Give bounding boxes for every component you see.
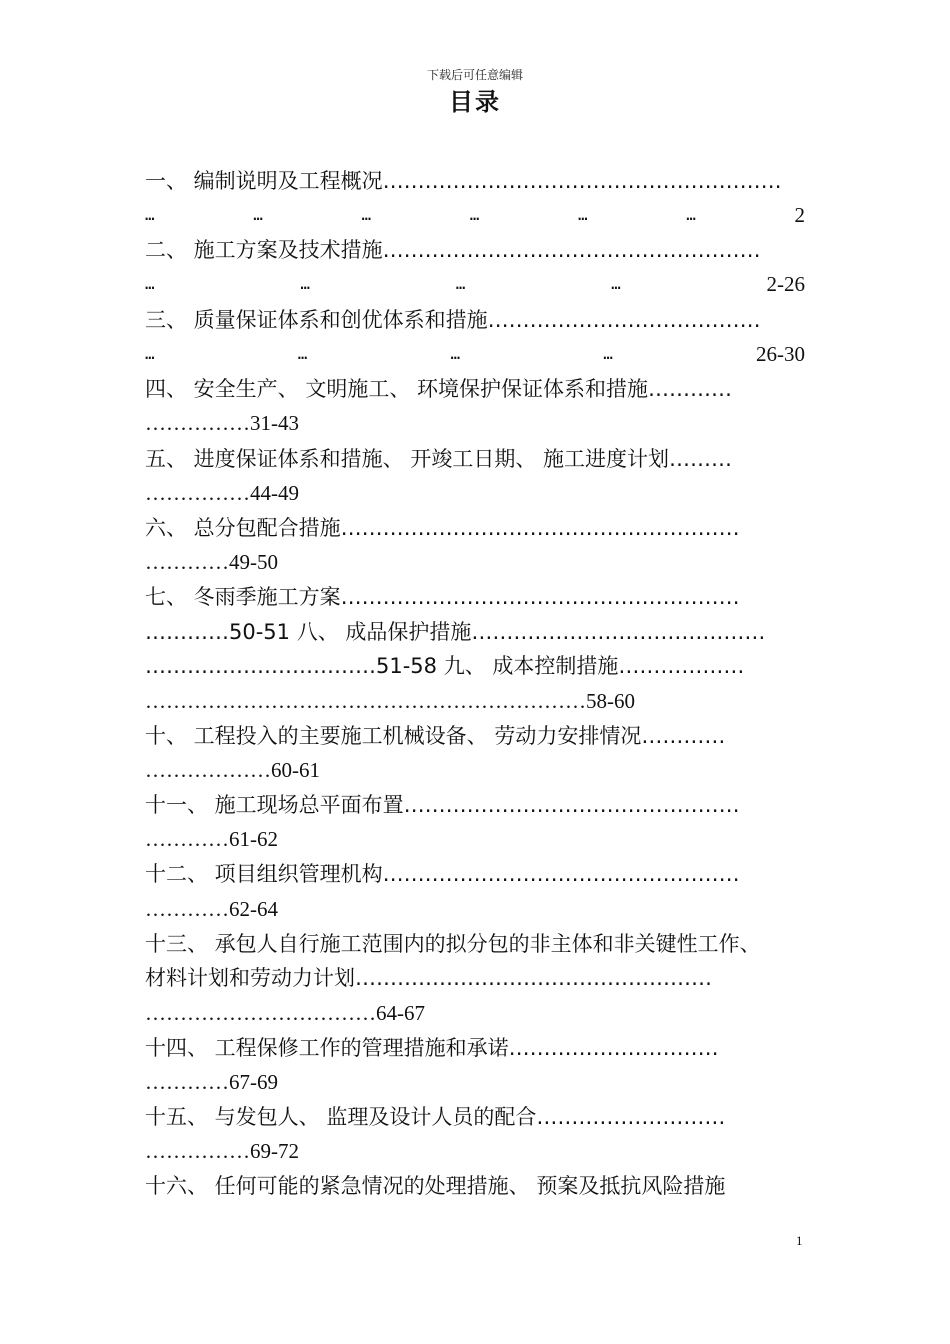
- toc-entry-8[interactable]: …………50-51 八、 成品保护措施……………………………………: [145, 620, 766, 644]
- toc-entry-13-cont2: ……………………………64-67: [145, 1001, 425, 1025]
- toc-entry-1-cont: [145, 200, 805, 230]
- toc-entry-3-cont: [145, 339, 805, 369]
- page-ref: 2-26: [766, 272, 805, 296]
- toc-entry-15[interactable]: 十五、 与发包人、 监理及设计人员的配合………………………: [145, 1105, 726, 1129]
- toc-entry-16[interactable]: 十六、 任何可能的紧急情况的处理措施、 预案及抵抗风险措施: [145, 1174, 726, 1198]
- dot-leader: …: [450, 344, 461, 363]
- toc-entry-1[interactable]: 一、 编制说明及工程概况…………………………………………………: [145, 169, 782, 193]
- dot-leader: …: [145, 205, 155, 224]
- toc-entry-12-cont: …………62-64: [145, 897, 278, 921]
- dot-leader: …: [578, 205, 588, 224]
- toc-entry-10-cont: ………………60-61: [145, 758, 320, 782]
- toc-entry-15-cont: ……………69-72: [145, 1139, 299, 1163]
- toc-entry-9-cont: ………………………………………………………58-60: [145, 689, 635, 713]
- toc-entry-2-cont: [145, 269, 805, 299]
- toc-entry-6[interactable]: 六、 总分包配合措施…………………………………………………: [145, 516, 740, 540]
- toc-entry-6-cont: …………49-50: [145, 550, 278, 574]
- toc-entry-14-cont: …………67-69: [145, 1070, 278, 1094]
- toc-entry-13[interactable]: 十三、 承包人自行施工范围内的拟分包的非主体和非关键性工作、: [145, 932, 761, 956]
- toc-entry-7[interactable]: 七、 冬雨季施工方案…………………………………………………: [145, 585, 740, 609]
- dot-leader: …: [145, 344, 155, 363]
- dot-leader: …: [469, 205, 480, 224]
- dot-leader: …: [300, 274, 311, 293]
- page-number: 1: [796, 1233, 803, 1248]
- dot-leader: …: [297, 344, 308, 363]
- toc-entry-9[interactable]: ……………………………51-58 九、 成本控制措施………………: [145, 654, 745, 678]
- dot-leader: …: [361, 205, 372, 224]
- dot-leader: …: [145, 274, 155, 293]
- toc-entry-11-cont: …………61-62: [145, 827, 278, 851]
- dot-leader: …: [603, 344, 613, 363]
- dot-leader: …: [686, 205, 696, 224]
- page-ref: 2: [794, 203, 805, 227]
- page-title: 目录: [449, 88, 501, 116]
- page-ref: 26-30: [756, 342, 805, 366]
- dot-leader: …: [455, 274, 466, 293]
- toc-entry-13-cont: 材料计划和劳动力计划……………………………………………: [145, 966, 712, 990]
- toc-entry-3[interactable]: 三、 质量保证体系和创优体系和措施…………………………………: [145, 308, 761, 332]
- toc-entry-5-cont: ……………44-49: [145, 481, 299, 505]
- toc-entry-14[interactable]: 十四、 工程保修工作的管理措施和承诺…………………………: [145, 1036, 719, 1060]
- toc-entry-4[interactable]: 四、 安全生产、 文明施工、 环境保护保证体系和措施…………: [145, 377, 733, 401]
- toc-entry-4-cont: ……………31-43: [145, 411, 299, 435]
- dot-leader: …: [611, 274, 621, 293]
- toc-entry-11[interactable]: 十一、 施工现场总平面布置…………………………………………: [145, 793, 740, 817]
- toc-entry-2[interactable]: 二、 施工方案及技术措施………………………………………………: [145, 238, 761, 262]
- header-note: 下载后可任意编辑: [426, 68, 523, 82]
- toc-entry-12[interactable]: 十二、 项目组织管理机构……………………………………………: [145, 862, 740, 886]
- toc-entry-10[interactable]: 十、 工程投入的主要施工机械设备、 劳动力安排情况…………: [145, 724, 726, 748]
- dot-leader: …: [253, 205, 263, 224]
- toc-entry-5[interactable]: 五、 进度保证体系和措施、 开竣工日期、 施工进度计划………: [145, 447, 733, 471]
